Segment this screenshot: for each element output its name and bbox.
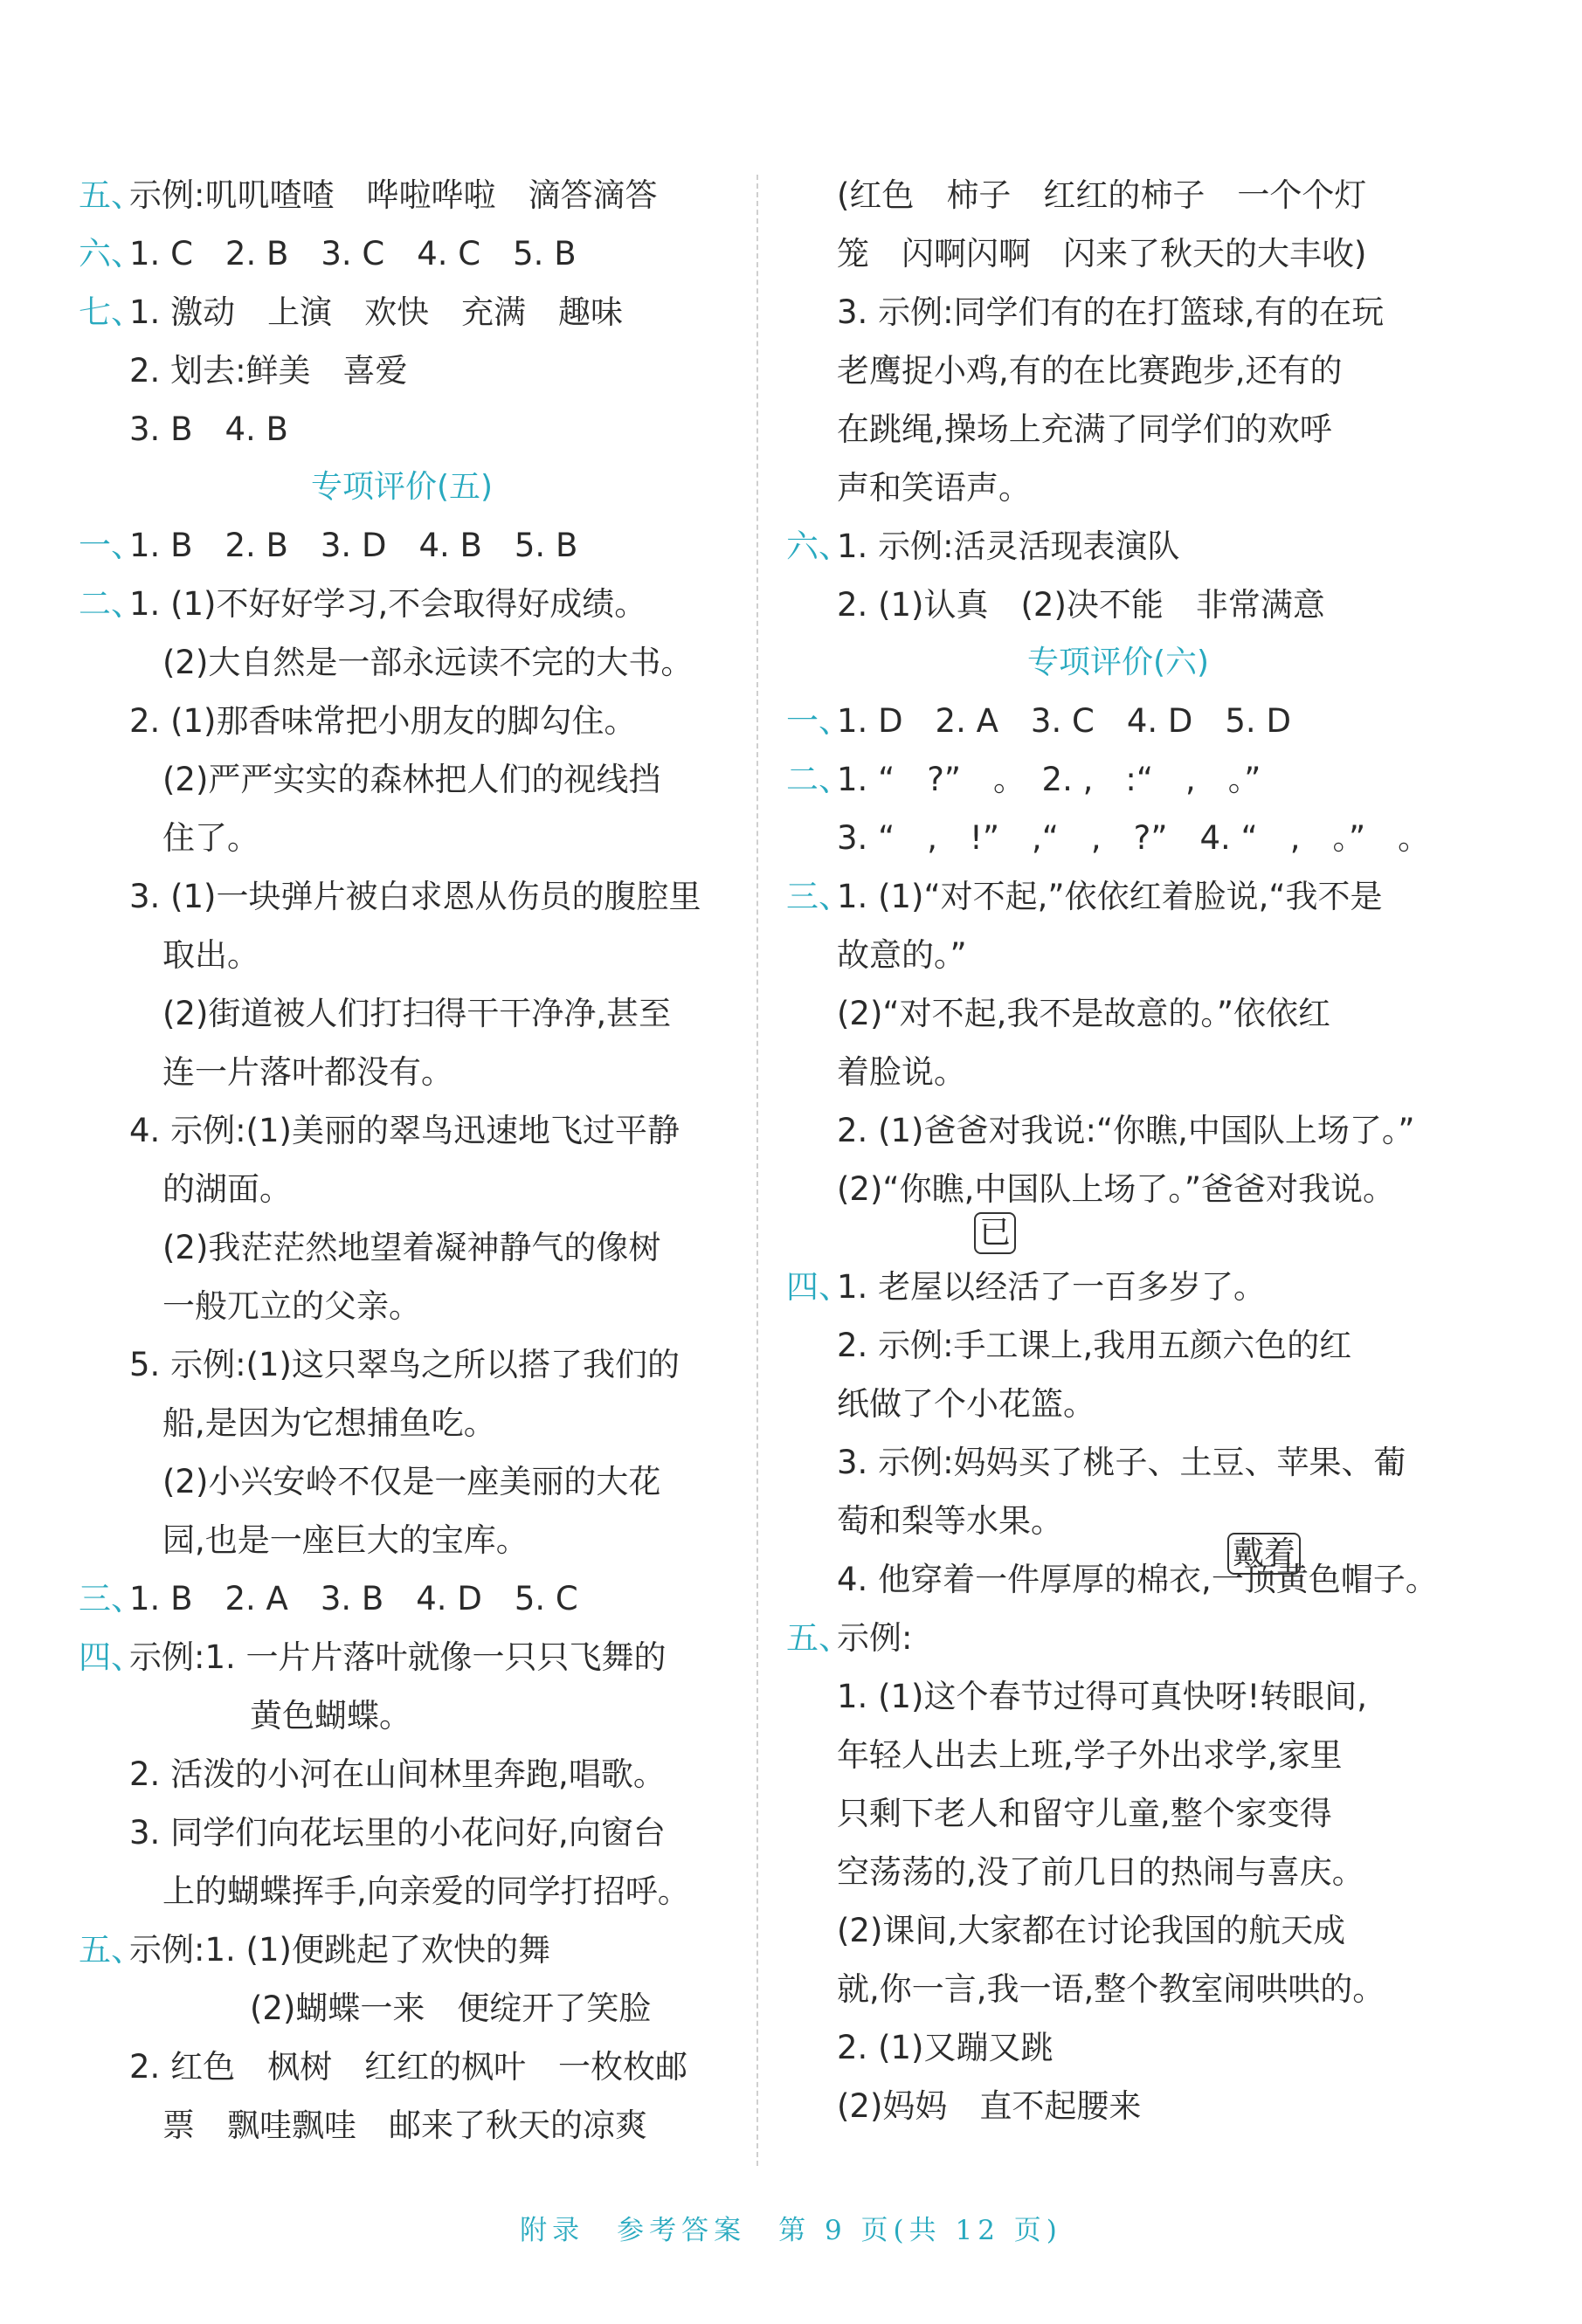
answer-line — [786, 1492, 1450, 1550]
answer-line — [79, 400, 725, 459]
answer-text: 5. 示例:(1)这只翠鸟之所以搭了我们的 — [129, 1346, 680, 1383]
answer-line — [786, 341, 1450, 400]
answer-text: 3. (1)一块弹片被白求恩从伤员的腹腔里 — [129, 878, 701, 915]
answer-text: 2. (1)又蹦又跳 — [837, 2029, 1054, 2066]
right-column — [786, 166, 1450, 1218]
answer-line — [786, 459, 1450, 517]
answer-line — [79, 1569, 725, 1628]
answer-text: 示例:1. (1)便跳起了欢快的舞 — [129, 1931, 550, 1969]
answer-text: 1. B 2. A 3. B 4. D 5. C — [129, 1580, 578, 1617]
answer-text: 在跳绳,操场上充满了同学们的欢呼 — [837, 410, 1332, 448]
answer-text: 3. B 4. B — [129, 410, 288, 448]
answer-text: 1. (1)不好好学习,不会取得好成绩。 — [129, 585, 647, 623]
answer-line — [79, 1862, 725, 1921]
answer-line — [786, 517, 1450, 576]
answer-line — [79, 1803, 725, 1862]
answer-text: 1. B 2. B 3. D 4. B 5. B — [129, 527, 578, 564]
answer-line — [79, 1277, 725, 1335]
answer-text: 园,也是一座巨大的宝库。 — [162, 1521, 528, 1559]
answer-line — [79, 867, 725, 926]
answer-line — [786, 1316, 1450, 1375]
answer-line — [79, 1686, 725, 1745]
answer-text: 故意的。” — [837, 936, 967, 974]
answer-text: 住了。 — [162, 819, 259, 857]
section-number: 二、 — [786, 761, 851, 798]
answer-line — [786, 926, 1450, 984]
answer-line — [786, 1609, 1450, 1667]
answer-line — [79, 926, 725, 984]
section-number: 三、 — [79, 1580, 143, 1617]
answer-text: 2. 活泼的小河在山间林里奔跑,唱歌。 — [129, 1755, 666, 1793]
section-number: 五、 — [79, 1931, 143, 1969]
answer-line — [79, 1218, 725, 1277]
answer-line — [79, 1335, 725, 1394]
answer-line — [786, 1258, 1450, 1316]
section-number: 七、 — [79, 293, 143, 331]
answer-text: 着脸说。 — [837, 1053, 966, 1091]
answer-text: 取出。 — [162, 936, 259, 974]
section-number: 二、 — [79, 585, 143, 623]
answer-text: 示例:1. 一片片落叶就像一只只飞舞的 — [129, 1638, 667, 1676]
answer-line — [79, 1745, 725, 1803]
answer-text: 1. (1)这个春节过得可真快呀!转眼间, — [837, 1678, 1368, 1715]
answer-line — [786, 984, 1450, 1043]
answer-text: 示例:叽叽喳喳 哗啦哗啦 滴答滴答 — [129, 176, 658, 214]
answer-text: 2. 划去:鲜美 喜爱 — [129, 352, 408, 390]
answer-line — [786, 1667, 1450, 1726]
answer-line — [786, 2077, 1450, 2135]
answer-line — [786, 1960, 1450, 2018]
left-column — [79, 166, 725, 2155]
answer-text: 老鹰捉小鸡,有的在比赛跑步,还有的 — [837, 352, 1343, 390]
answer-text: 1. C 2. B 3. C 4. C 5. B — [129, 235, 577, 272]
correction-mark-1: 已 — [974, 1212, 1016, 1254]
answer-line — [79, 2038, 725, 2096]
answer-line — [79, 1043, 725, 1101]
answer-text: 连一片落叶都没有。 — [162, 1053, 453, 1091]
answer-text: 1. D 2. A 3. C 4. D 5. D — [837, 702, 1291, 740]
answer-line — [786, 1726, 1450, 1784]
answer-text: 4. 示例:(1)美丽的翠鸟迅速地飞过平静 — [129, 1112, 680, 1149]
answer-text: 1. “ ?” 。 2. , :“ , 。” — [837, 761, 1261, 798]
answer-text: 1. 激动 上演 欢快 充满 趣味 — [129, 293, 624, 331]
answer-text: (2)蝴蝶一来 便绽开了笑脸 — [250, 1990, 652, 2027]
answer-line — [79, 1101, 725, 1160]
answer-text: 2. 红色 枫树 红红的枫叶 一枚枚邮 — [129, 2048, 688, 2086]
answer-text: 示例: — [837, 1619, 913, 1657]
section-number: 一、 — [786, 702, 851, 740]
answer-line — [786, 224, 1450, 283]
column-divider — [756, 175, 758, 2166]
answer-line — [79, 283, 725, 341]
answer-text: 萄和梨等水果。 — [837, 1502, 1063, 1540]
answer-line — [79, 1394, 725, 1452]
answer-line — [79, 1921, 725, 1979]
section-number: 五、 — [79, 176, 143, 214]
answer-text: 年轻人出去上班,学子外出求学,家里 — [837, 1736, 1343, 1774]
answer-text: 3. 同学们向花坛里的小花问好,向窗台 — [129, 1814, 666, 1852]
answer-line — [786, 1433, 1450, 1492]
answer-text: 一般兀立的父亲。 — [162, 1287, 421, 1325]
answer-line — [786, 1784, 1450, 1843]
answer-text: (2)街道被人们打扫得干干净净,甚至 — [162, 995, 672, 1032]
answer-text: 2. (1)那香味常把小朋友的脚勾住。 — [129, 702, 637, 740]
answer-text: 黄色蝴蝶。 — [250, 1697, 411, 1734]
answer-line — [79, 633, 725, 692]
right-column-lower — [786, 1258, 1450, 2135]
answer-text: (2)我茫茫然地望着凝神静气的像树 — [162, 1229, 661, 1266]
page-footer: 附录 参考答案 第 9 页(共 12 页) — [520, 2215, 1062, 2246]
answer-line — [79, 341, 725, 400]
answer-text: (2)严严实实的森林把人们的视线挡 — [162, 761, 661, 798]
answer-line — [79, 2096, 725, 2155]
answer-line — [786, 750, 1450, 809]
answer-line — [79, 1628, 725, 1686]
answer-text: 2. 示例:手工课上,我用五颜六色的红 — [837, 1327, 1352, 1364]
answer-line — [786, 1843, 1450, 1901]
answer-line — [786, 166, 1450, 224]
answer-line — [786, 2018, 1450, 2077]
answer-text: 3. 示例:妈妈买了桃子、土豆、苹果、葡 — [837, 1444, 1406, 1481]
answer-line — [786, 809, 1450, 867]
answer-text: (2)课间,大家都在讨论我国的航天成 — [837, 1912, 1346, 1949]
answer-text: 3. “ , !” ,“ , ?” 4. “ , 。” 。 — [837, 819, 1431, 857]
section-number: 六、 — [786, 528, 851, 565]
answer-line — [786, 1375, 1450, 1433]
section-number: 四、 — [786, 1268, 851, 1306]
answer-text: 票 飘哇飘哇 邮来了秋天的凉爽 — [162, 2107, 647, 2144]
answer-text: 4. 他穿着一件厚厚的棉衣,一顶黄色帽子。 — [837, 1561, 1438, 1598]
answer-text: 的湖面。 — [162, 1170, 292, 1208]
answer-text: (2)大自然是一部永远读不完的大书。 — [162, 644, 694, 681]
answer-line — [786, 400, 1450, 459]
answer-text: 纸做了个小花篮。 — [837, 1385, 1095, 1423]
correction-mark-4: 戴着 — [1227, 1533, 1301, 1575]
answer-line — [786, 1043, 1450, 1101]
answer-text: 2. (1)爸爸对我说:“你瞧,中国队上场了。” — [837, 1112, 1415, 1149]
answer-text: (2)小兴安岭不仅是一座美丽的大花 — [162, 1463, 661, 1500]
answer-line — [79, 1511, 725, 1569]
answer-line — [786, 1160, 1450, 1218]
answer-line — [79, 166, 725, 224]
answer-text: 只剩下老人和留守儿童,整个家变得 — [837, 1795, 1332, 1832]
section-number: 一、 — [79, 527, 143, 564]
section-number: 四、 — [79, 1638, 143, 1676]
section-number: 三、 — [786, 878, 851, 915]
answer-text: 1. 老屋以经活了一百多岁了。 — [837, 1268, 1267, 1306]
answer-text: 2. (1)认真 (2)决不能 非常满意 — [837, 586, 1325, 624]
answer-text: 空荡荡的,没了前几日的热闹与喜庆。 — [837, 1853, 1364, 1891]
section-heading: 专项评价(五) — [310, 469, 494, 505]
answer-text: 1. 示例:活灵活现表演队 — [837, 528, 1180, 565]
answer-line — [79, 809, 725, 867]
answer-line — [79, 575, 725, 633]
answer-line — [786, 283, 1450, 341]
answer-text: 笼 闪啊闪啊 闪来了秋天的大丰收) — [837, 235, 1367, 272]
answer-line — [79, 224, 725, 283]
answer-line — [786, 1101, 1450, 1160]
answer-line — [786, 692, 1450, 750]
answer-text: 上的蝴蝶挥手,向亲爱的同学打招呼。 — [162, 1872, 690, 1910]
section-heading: 专项评价(六) — [1026, 645, 1210, 680]
answer-line — [79, 692, 725, 750]
answer-line — [786, 867, 1450, 926]
answer-line — [786, 1550, 1450, 1609]
answer-text: 3. 示例:同学们有的在打篮球,有的在玩 — [837, 293, 1385, 331]
answer-line — [79, 516, 725, 575]
answer-text: (红色 柿子 红红的柿子 一个个灯 — [837, 176, 1367, 214]
answer-text: (2)“对不起,我不是故意的。”依依红 — [837, 995, 1331, 1032]
answer-line — [786, 1901, 1450, 1960]
answer-line — [79, 984, 725, 1043]
answer-text: 1. (1)“对不起,”依依红着脸说,“我不是 — [837, 878, 1383, 915]
answer-line — [79, 750, 725, 809]
answer-text: (2)“你瞧,中国队上场了。”爸爸对我说。 — [837, 1170, 1396, 1208]
section-number: 五、 — [786, 1619, 851, 1657]
answer-line — [79, 1160, 725, 1218]
section-number: 六、 — [79, 235, 143, 272]
answer-text: 就,你一言,我一语,整个教室闹哄哄的。 — [837, 1970, 1385, 2008]
answer-text: 船,是因为它想捕鱼吃。 — [162, 1404, 496, 1442]
answer-line — [79, 1452, 725, 1511]
answer-line — [786, 576, 1450, 634]
answer-line — [79, 1979, 725, 2038]
answer-text: (2)妈妈 直不起腰来 — [837, 2087, 1142, 2125]
answer-text: 声和笑语声。 — [837, 469, 1031, 507]
